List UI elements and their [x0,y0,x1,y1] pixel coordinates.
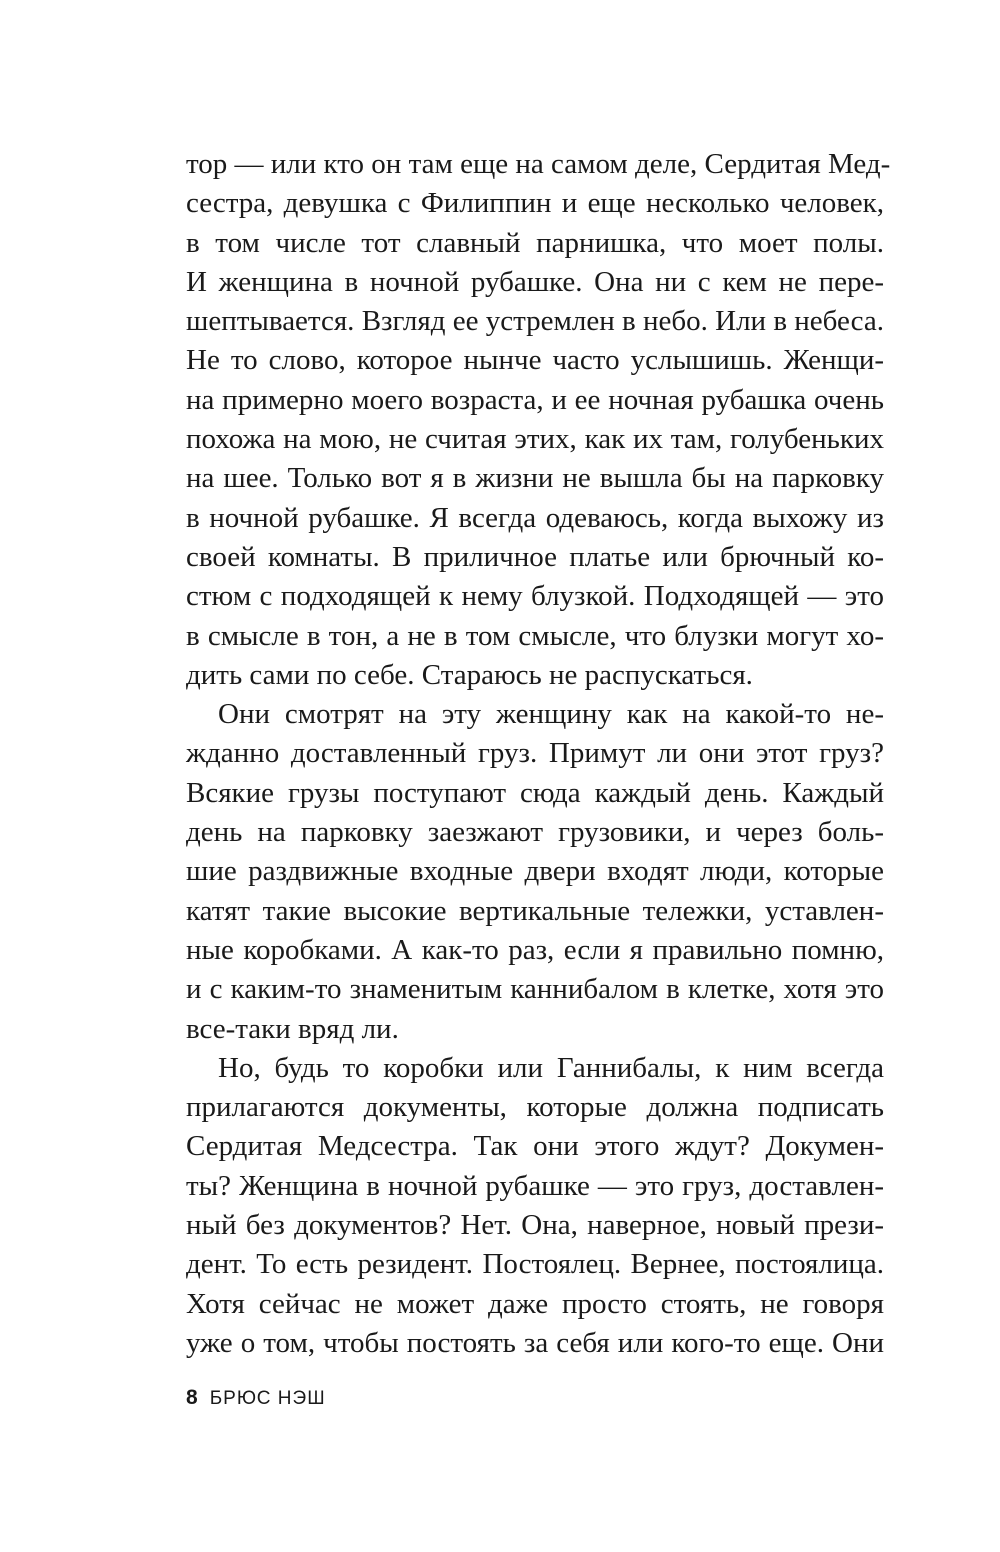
text-line: И женщина в ночной рубашке. Она ни с кем не пере- [186,265,884,298]
text-line: Не то слово, которое нынче часто услышишь. Женщи- [186,344,884,377]
text-line: Но, будь то коробки или Ганнибалы, к ним всегда [218,1051,884,1084]
text-line: день на парковку заезжают грузовики, и через боль- [186,816,884,849]
text-line: в ночной рубашке. Я всегда одеваюсь, когда выхожу из [186,501,884,534]
page-number: 8 [186,1386,198,1409]
body-text [186,145,891,1363]
text-line: все-таки вряд ли. [186,1012,399,1045]
text-line: на примерно моего возраста, и ее ночная рубашка очень [186,383,884,416]
page-footer [186,1386,326,1410]
text-line: в том числе тот славный парнишка, что моет полы. [186,226,884,259]
text-line: сестра, девушка с Филиппин и еще несколько человек, [186,187,884,220]
text-line: катят такие высокие вертикальные тележки, уставлен- [186,894,884,927]
text-line: Всякие грузы поступают сюда каждый день. Каждый [186,776,884,809]
text-line: ный без документов? Нет. Она, наверное, новый прези- [186,1209,884,1242]
text-line: шие раздвижные входные двери входят люди, которые [186,855,884,888]
text-line: дить сами по себе. Стараюсь не распускаться. [186,658,753,691]
text-line: прилагаются документы, которые должна подписать [186,1091,884,1124]
text-line: Они смотрят на эту женщину как на какой-то не- [218,698,884,731]
running-head-author: БРЮС НЭШ [209,1388,326,1409]
text-line: похожа на мою, не считая этих, как их там, голубеньких [186,423,884,456]
text-line: ты? Женщина в ночной рубашке — это груз, доставлен- [186,1169,884,1202]
text-line: Сердитая Медсестра. Так они этого ждут? Докумен- [186,1130,884,1163]
text-line: дент. То есть резидент. Постоялец. Вернее, постоялица. [186,1248,884,1281]
text-line: шептывается. Взгляд ее устремлен в небо. Или в небеса. [186,305,884,338]
text-line: на шее. Только вот я в жизни не вышла бы на парковку [186,462,884,495]
text-line: жданно доставленный груз. Примут ли они этот груз? [186,737,884,770]
text-line: своей комнаты. В приличное платье или брючный ко- [186,540,884,573]
text-line: в смысле в тон, а не в том смысле, что блузки могут хо- [186,619,884,652]
text-line: ные коробками. А как-то раз, если я правильно помню, [186,933,884,966]
text-line: и с каким-то знаменитым каннибалом в клетке, хотя это [186,973,884,1006]
text-line: тор — или кто он там еще на самом деле, Сердитая Мед- [186,148,891,180]
text-line: уже о том, чтобы постоять за себя или кого-то еще. Они [186,1326,884,1359]
text-line: Хотя сейчас не может даже просто стоять, не говоря [186,1287,884,1320]
text-line: стюм с подходящей к нему блузкой. Подходящей — это [186,580,884,613]
